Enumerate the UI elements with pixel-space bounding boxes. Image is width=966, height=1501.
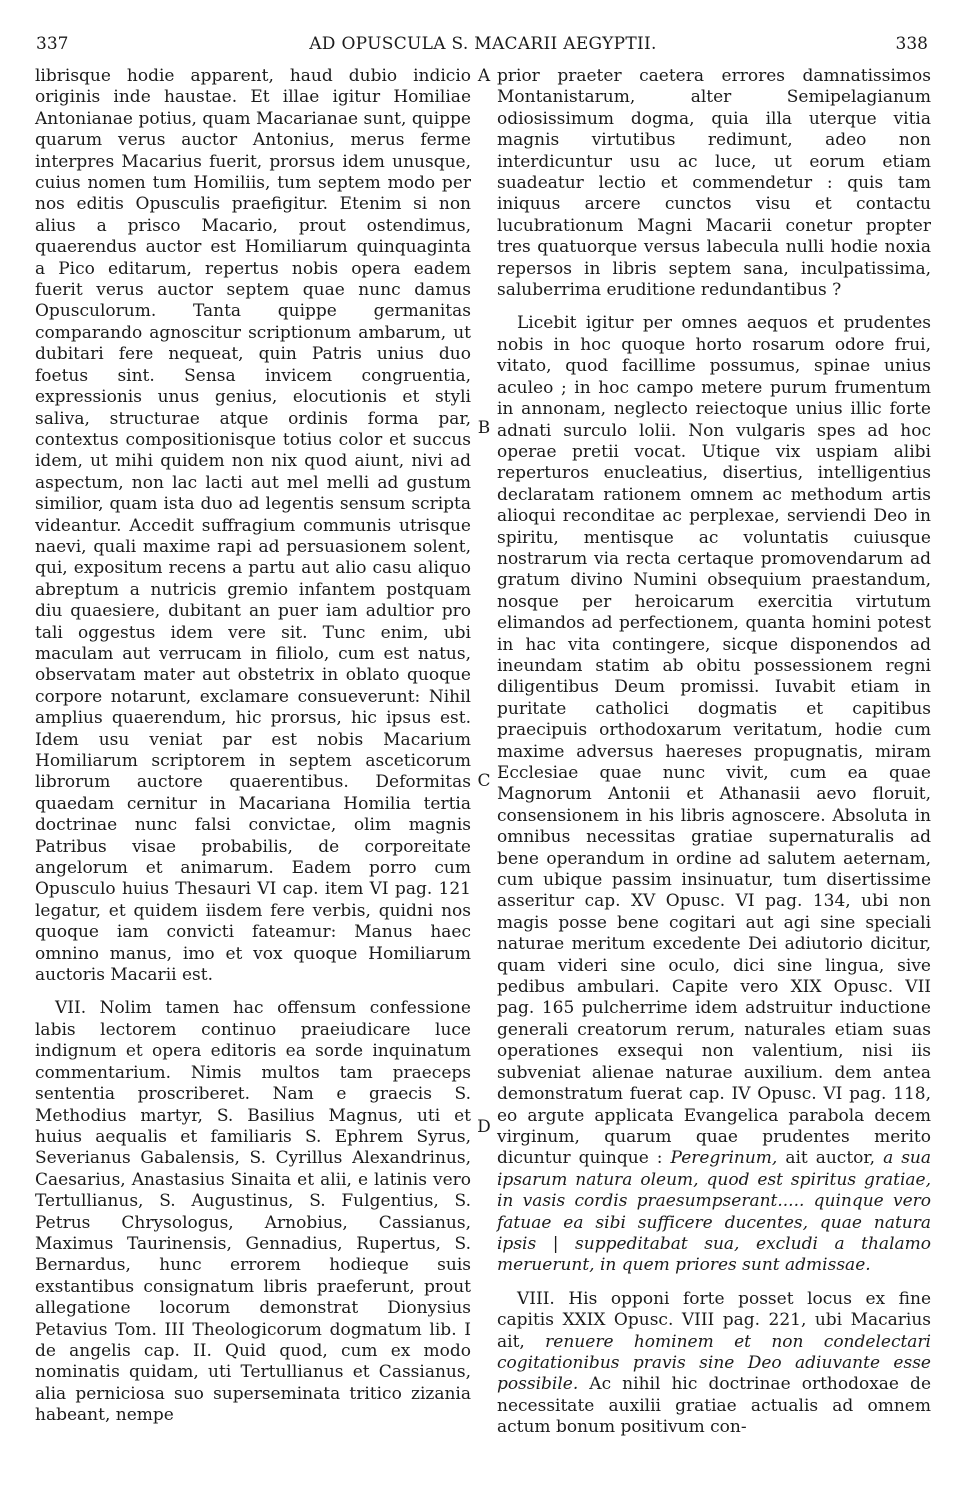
right-paragraph-1: prior praeter caetera errores damnatissimos Montanistarum, alter Semipelagianum odiosissimum dogma, quia illa uterque vitia magnis virtutibus redimunt, adeo non interdicuntur usu ac luce, ut eorum etiam suadeatur lectio et commendetur : quis tam iniquus arcere cunctos visu et contactu lucubrationum Magni Macarii conetur propter tres quatuorque versus labecula nulli hodie noxia repersos in libris septem sana, inculpatissima, saluberrima eruditione redundantibus ?	[497, 66, 931, 301]
left-paragraph-1: librisque hodie apparent, haud dubio indicio originis inde haustae. Et illae igitur Homiliae Antonianae potius, quam Macarianae sunt, quippe quarum verus auctor Antonius, merus ferme interpres Macarius fuerit, prorsus idem unusque, cuius nomen tum Homiliis, tum septem modo per nos editis Opusculis praefigitur. Etenim si non alius a prisco Macario, prout ostendimus, quaerendus auctor est Homiliarum quinquaginta a Pico editarum, repertus nobis opera eadem fuerit verus auctor septem quae nunc damus Opusculorum. Tanta quippe germanitas comparando agnoscitur scriptionum ambarum, ut dubitari fere nequeat, quin Patris unius duo foetus sint. Sensa invicem congruentia, expressionis unus genius, elocutionis et styli saliva, structurae atque ordinis forma par, contextus compositionisque totius color et succus idem, ut mihi quidem non nix quod aiunt, nivi ad aspectum, non lac lacti aut mel melli ad gustum similior, quam ista duo ad legentis sensum scripta videantur. Accedit suffragium communis utrisque naevi, quali maxime rapi ad persuasionem solent, qui, expositum recens a partu aut alio casu aliquo abreptum a nutricis gremio infantem postquam diu quaesiere, dubitant an puer iam adultior pro tali oggestus idem vere sit. Tunc enim, ubi maculam aut verrucam in filiolo, cum est natus, observatam mater aut obstetrix in oblato quoque corpore notarunt, exclamare consueverunt: Nihil amplius quaerendum, hic prorsus, hic ipsus est. Idem usu veniat par est nobis Macarium Homiliarum scriptorem in septem asceticorum librorum auctore quaerentibus. Deformitas quaedam cernitur in Macariana Homilia tertia doctrinae nunc falsi convictae, olim magnis Patribus visae probabilis, de corporeitate angelorum et animarum. Eadem porro cum Opusculo huius Thesauri VI cap. item VI pag. 121 legatur, et quidem iisdem fere verbis, quidni nos quoque iam convicti fateamur: Manus haec omnino manus, imo et vox quoque Homiliarum auctoris Macarii est.	[35, 66, 471, 986]
right-paragraph-3-section-viii	[497, 1289, 931, 1439]
right-column	[497, 66, 931, 1439]
page-number-right: 338	[895, 34, 928, 54]
right-paragraph-3-text-b: Ac nihil hic doctrinae orthodoxae de necessitate auxilii gratiae actualis ad omnem actum bonum positivum con-	[497, 1374, 931, 1438]
right-paragraph-3-text-a: VIII. His opponi forte posset locus ex fine capitis XXIX Opusc. VIII pag. 221, ubi Macarius ait,	[497, 1288, 931, 1352]
left-paragraph-2-section-vii: VII. Nolim tamen hac offensum confessione labis lectorem continuo praeiudicare luce indignum et opera editoris ea sorde inquinatum commentarium. Nimis multos tam praeceps sententia proscriberet. Nam e graecis S. Methodius martyr, S. Basilius Magnus, uti et huius aequalis et familiaris S. Ephrem Syrus, Severianus Gabalensis, S. Cyrillus Alexandrinus, Caesarius, Anastasius Sinaita et alii, e latinis vero Tertullianus, S. Augustinus, S. Fulgentius, S. Petrus Chrysologus, Arnobius, Cassianus, Maximus Taurinensis, Gennadius, Rupertus, S. Bernardus, hunc errorem hodieque suis exstantibus consignatum libris praeferunt, prout allegatione locorum demonstrat Dionysius Petavius Tom. III Theologicorum dogmatum lib. I de angelis cap. II. Quid quod, cum ex modo nominatis quidam, uti Tertullianus et Cassianus, alia perniciosa suo superseminata tritico zizania habeant, nempe	[35, 998, 471, 1426]
margin-marker-a: A	[477, 66, 491, 86]
right-paragraph-3-quote: renuere hominem et non condelectari cogitationibus pravis sine Deo adiuvante esse possibile.	[497, 1331, 931, 1395]
page-number-left: 337	[36, 34, 69, 54]
page-header	[0, 34, 966, 58]
left-column	[35, 66, 471, 1427]
margin-marker-d: D	[477, 1117, 491, 1137]
quote-lead: ait auctor,	[777, 1148, 884, 1169]
right-paragraph-2-text: Licebit igitur per omnes aequos et prudentes nobis in hoc quoque horto rosarum odore frui, vitato, quod facillime possumus, spinae unius aculeo ; in hoc campo metere purum frumentum in annonam, neglecto reiectoque unius illic forte adnati surculo lolii. Non vulgaris spes ad hoc operae pretii vocat. Utique vix uspiam alibi reperturos enucleatius, disertius, intelligentius declaratam rationem omnem ac methodum artis alioqui reconditae ac perplexae, serviendi Deo in spiritu, mentisque ac voluntatis cuiusque nostrarum via recta certaque promovendarum ad gratum divino Numini obsequium praestandum, nosque per heroicarum exercitia virtutum elimandos ad perfectionem, quanta homini potest in hac vita contingere, sicque disponendos ad ineundam statim ab obitu possessionem regni diligentibus Deum promissi. Iuvabit etiam in puritate catholici dogmatis et capitibus praecipuis orthodoxarum veritatum, hodie cum maxime adversus haereses propugnatis, miram Ecclesiae quae nunc vivit, cum ea quae Magnorum Antonii et Athanasii aevo floruit, consensionem in his libris agnoscere. Absoluta in omnibus necessitas gratiae supernaturalis ad bene operandum in ordine ad salutem aeternam, cum ubique passim insinuatur, tum disertissime asseritur cap. XV Opusc. VI pag. 134, ubi non magis posse bene cogitari aut agi sine speciali naturae meritum excedente Dei adiutorio dicitur, quam videri sine oculo, dici sine lingua, sive pedibus ambulari. Capite vero XIX Opusc. VII pag. 165 pulcherrime idem adstruitur inductione generali creatorum rerum, naturales etiam suas operationes exsequi non valentium, nisi iis subveniat alienae naturae auxilium. dem antea demonstratum fuerat cap. IV Opusc. VI pag. 118, eo argute applicata Evangelica parabola decem virginum, quarum quae prudentes merito dicuntur quinque :	[497, 313, 931, 1169]
quote-text: a sua ipsarum natura oleum, quod est spiritus gratiae, in vasis cordis praesumpserant..... quinque vero fatuae ea sibi sufficere ducentes, quae natura ipsis | suppeditabat sua, excludi a thalamo meruerunt, in quem priores sunt admissae.	[497, 1148, 932, 1276]
margin-marker-b: B	[477, 418, 491, 438]
right-paragraph-2	[497, 313, 931, 1276]
quote-word: Peregrinum,	[670, 1148, 778, 1169]
margin-marker-c: C	[477, 771, 491, 791]
running-title: AD OPUSCULA S. MACARII AEGYPTII.	[309, 34, 657, 54]
